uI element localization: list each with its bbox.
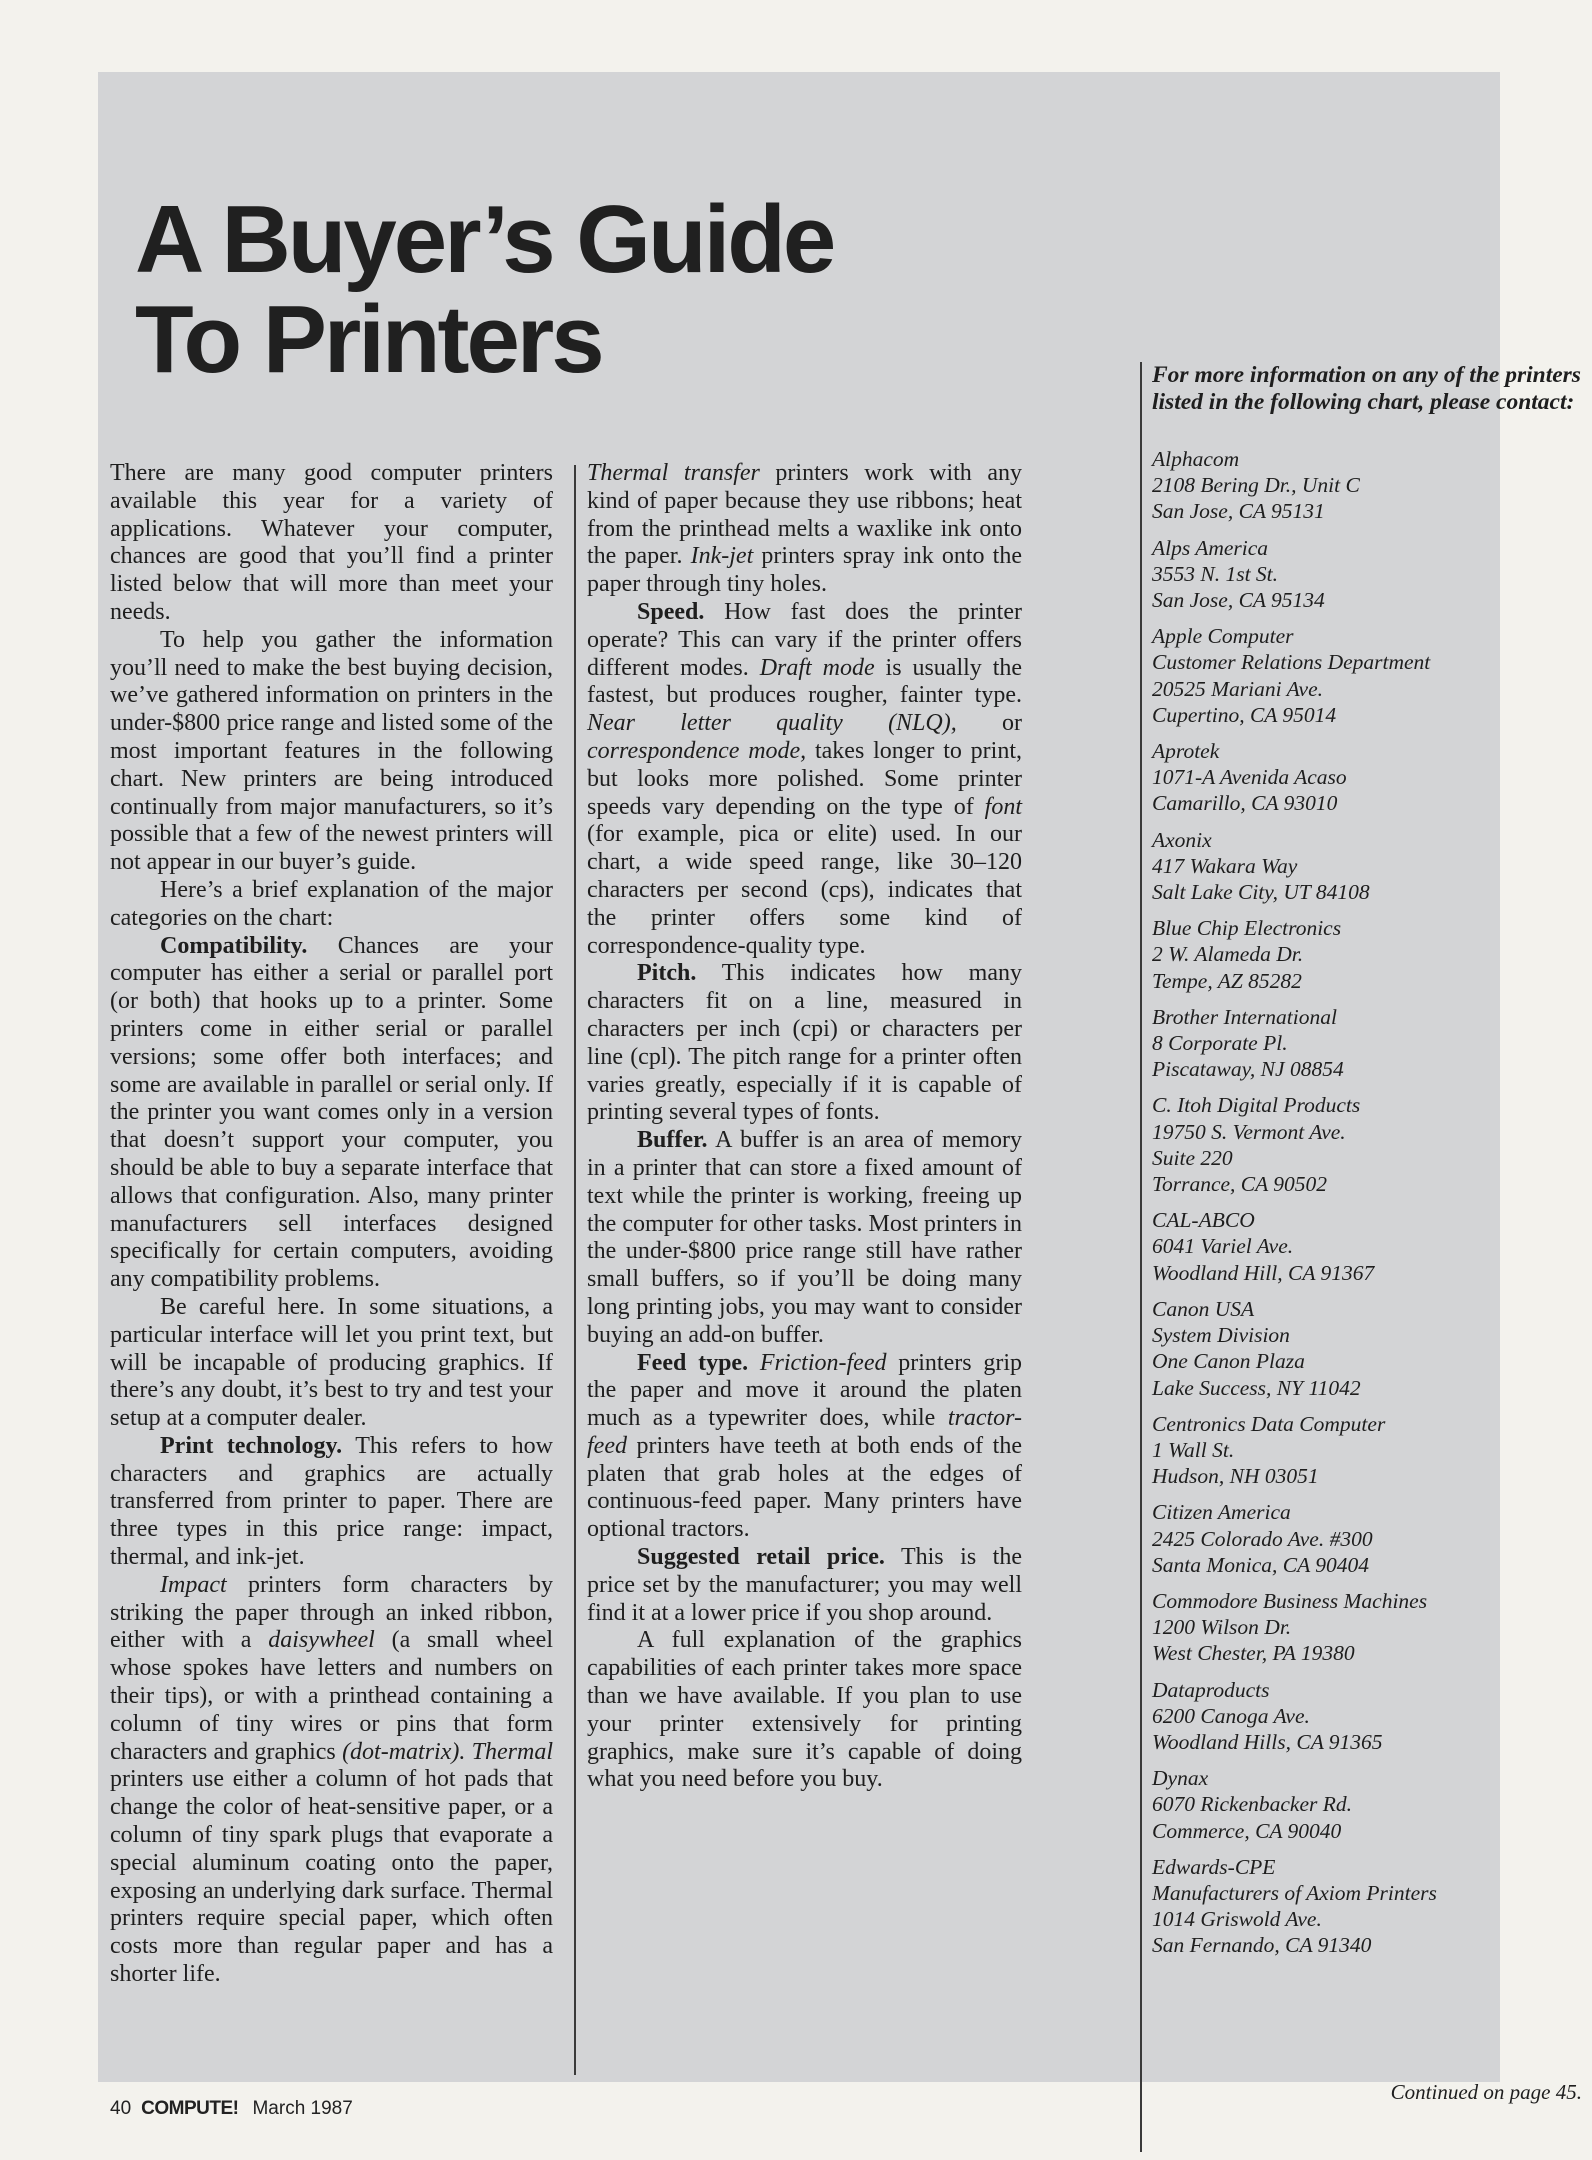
contact-entry	[1152, 446, 1592, 525]
heading-feed-type: Feed type.	[637, 1349, 749, 1376]
contact-entry	[1152, 1765, 1592, 1844]
contact-address-line: 1071-A Avenida Acaso	[1152, 765, 1347, 790]
contact-company: C. Itoh Digital Products	[1152, 1093, 1361, 1118]
contact-company: Axonix	[1152, 827, 1212, 852]
heading-pitch: Pitch.	[637, 960, 697, 987]
contact-address-line: 3553 N. 1st St.	[1152, 561, 1279, 586]
contact-entry	[1152, 1004, 1592, 1083]
contact-company: Canon USA	[1152, 1296, 1255, 1321]
contact-entry	[1152, 623, 1592, 728]
paragraph-brief: Here’s a brief explanation of the major categories on the chart:	[110, 876, 553, 931]
heading-print-technology: Print technology.	[160, 1432, 343, 1459]
column-divider	[574, 465, 576, 2075]
contact-address-line: Customer Relations Department	[1152, 650, 1431, 675]
contact-address-line: 6070 Rickenbacker Rd.	[1152, 1792, 1352, 1817]
contact-company: Apple Computer	[1152, 624, 1294, 649]
title-line-1: A Buyer’s Guide	[135, 186, 834, 293]
heading-price: Suggested retail price.	[637, 1544, 885, 1571]
contact-company: Alps America	[1152, 535, 1269, 560]
contact-company: Aprotek	[1152, 739, 1220, 764]
heading-speed: Speed.	[637, 598, 705, 625]
contact-entry	[1152, 1499, 1592, 1578]
contact-list	[1152, 446, 1592, 1959]
page-footer	[110, 2098, 353, 2120]
contact-entry	[1152, 915, 1592, 994]
contact-address-line: Suite 220	[1152, 1145, 1233, 1170]
contact-address-line: 19750 S. Vermont Ave.	[1152, 1119, 1346, 1144]
contact-address-line: System Division	[1152, 1323, 1290, 1348]
contact-company: Edwards-CPE	[1152, 1854, 1276, 1879]
contact-address-line: West Chester, PA 19380	[1152, 1641, 1355, 1666]
paragraph-speed: Speed. How fast does the printer operate? This can vary if the printer offers different modes. Draft mode is usually the fastest, but produces rougher, fainter type. Near letter quality (NLQ), or correspondence mode, takes longer to print, but looks more polished. Some printer speeds vary depending on the type of font (for example, pica or elite) used. In our chart, a wide speed range, like 30–120 characters per second (cps), indicates that the printer offers some kind of correspondence-quality type.	[587, 598, 1023, 959]
contact-entry	[1152, 1092, 1592, 1197]
contact-address-line: Piscataway, NJ 08854	[1152, 1057, 1344, 1082]
article-column-2	[587, 460, 1022, 1794]
contact-entry	[1152, 1588, 1592, 1667]
page-number: 40	[110, 2098, 132, 2119]
contact-address-line: Torrance, CA 90502	[1152, 1172, 1328, 1197]
paragraph-compatibility: Compatibility. Chances are your computer has either a serial or parallel port (or both) that hooks up to a printer. Some printers come in either serial or parallel versions; some offer both interfaces; and some are available in parallel or serial only. If the printer you want comes only in a version that doesn’t support your computer, you should be able to buy a separate interface that allows that configuration. Also, many printer manufacturers sell interfaces designed specifically for certain computers, avoiding any compatibility problems.	[110, 932, 553, 1293]
contact-address-line: Hudson, NH 03051	[1152, 1464, 1319, 1489]
contact-entry	[1152, 827, 1592, 906]
contact-address-line: San Jose, CA 95131	[1152, 499, 1325, 524]
contact-address-line: 2 W. Alameda Dr.	[1152, 942, 1304, 967]
magazine-name: COMPUTE!	[141, 2098, 239, 2119]
contact-address-line: Cupertino, CA 95014	[1152, 702, 1337, 727]
paragraph-intro: There are many good computer printers available this year for a variety of applications. Whatever your computer, chances are good that you’ll find a printer listed below that will more than meet your needs.	[110, 460, 553, 625]
contact-address-line: Commerce, CA 90040	[1152, 1818, 1342, 1843]
contact-address-line: Manufacturers of Axiom Printers	[1152, 1880, 1437, 1905]
paragraph-impact: Impact printers form characters by striking the paper through an inked ribbon, either with a daisywheel (a small wheel whose spokes have letters and numbers on their tips), or with a printhead containing a column of tiny wires or pins that form characters and graphics (dot-matrix). Thermal printers use either a column of hot pads that change the color of heat-sensitive paper, or a column of tiny spark plugs that evaporate a special aluminum coating onto the paper, exposing an underlying dark surface. Thermal printers require special paper, which often costs more than regular paper and has a shorter life.	[110, 1571, 553, 1988]
contact-address-line: Salt Lake City, UT 84108	[1152, 880, 1370, 905]
contact-address-line: 6041 Variel Ave.	[1152, 1234, 1294, 1259]
contact-company: Brother International	[1152, 1004, 1337, 1029]
contact-entry	[1152, 1411, 1592, 1490]
contact-address-line: Woodland Hill, CA 91367	[1152, 1260, 1375, 1285]
contact-company: CAL-ABCO	[1152, 1208, 1255, 1233]
paragraph-print-technology: Print technology. This refers to how characters and graphics are actually transferred from printer to paper. There are three types in this price range: impact, thermal, and ink-jet.	[110, 1432, 553, 1571]
contact-company: Dynax	[1152, 1766, 1209, 1791]
contact-address-line: Tempe, AZ 85282	[1152, 968, 1302, 993]
contact-company: Blue Chip Electronics	[1152, 916, 1342, 941]
contact-address-line: San Fernando, CA 91340	[1152, 1933, 1372, 1958]
paragraph-feed-type: Feed type. Friction-feed printers grip the paper and move it around the platen much as a typewriter does, while tractor-feed printers have teeth at both ends of the platen that grab holes at the edges of continuous-feed paper. Many printers have optional tractors.	[587, 1349, 1022, 1543]
heading-compatibility: Compatibility.	[160, 932, 308, 959]
contact-entry	[1152, 535, 1592, 614]
contact-address-line: 2425 Colorado Ave. #300	[1152, 1526, 1373, 1551]
contact-address-line: 1014 Griswold Ave.	[1152, 1907, 1322, 1932]
contact-address-line: One Canon Plaza	[1152, 1349, 1305, 1374]
contact-address-line: 8 Corporate Pl.	[1152, 1031, 1288, 1056]
article-title	[135, 186, 834, 393]
contact-address-line: 20525 Mariani Ave.	[1152, 676, 1323, 701]
contact-company: Alphacom	[1152, 447, 1240, 471]
paragraph-gather: To help you gather the information you’ll need to make the best buying decision, we’ve gathered information on printers in the under-$800 price range and listed some of the most important features in the following chart. New printers are being introduced continually from major manufacturers, so it’s possible that a few of the newest printers will not appear in our buyer’s guide.	[110, 626, 553, 876]
heading-buffer: Buffer.	[637, 1127, 708, 1154]
contact-address-line: Lake Success, NY 11042	[1152, 1375, 1361, 1400]
contact-company: Citizen America	[1152, 1500, 1291, 1525]
contact-address-line: 417 Wakara Way	[1152, 853, 1298, 878]
contact-entry	[1152, 1207, 1592, 1286]
contact-company: Commodore Business Machines	[1152, 1588, 1428, 1613]
paragraph-pitch: Pitch. This indicates how many characters fit on a line, measured in characters per inch (cpi) or characters per line (cpl). The pitch range for a printer often varies greatly, especially if it is capable of printing several types of fonts.	[587, 960, 1022, 1126]
sidebar-divider	[1140, 362, 1142, 2152]
contact-entry	[1152, 1296, 1592, 1401]
contact-address-line: Santa Monica, CA 90404	[1152, 1552, 1369, 1577]
contact-address-line: 6200 Canoga Ave.	[1152, 1703, 1310, 1728]
contact-address-line: 2108 Bering Dr., Unit C	[1152, 473, 1360, 498]
contact-address-line: Woodland Hills, CA 91365	[1152, 1729, 1383, 1754]
contact-entry	[1152, 1677, 1592, 1756]
title-line-2: To Printers	[135, 286, 602, 393]
sidebar-intro: For more information on any of the printers listed in the following chart, please contact:	[1152, 362, 1581, 415]
contact-company: Centronics Data Computer	[1152, 1411, 1386, 1436]
contact-address-line: Camarillo, CA 93010	[1152, 791, 1338, 816]
paragraph-thermal: Thermal transfer printers work with any kind of paper because they use ribbons; heat from the printhead melts a waxlike ink onto the paper. Ink-jet printers spray ink onto the paper through tiny holes.	[587, 460, 1023, 598]
contact-entry	[1152, 1854, 1592, 1959]
contact-sidebar	[1152, 362, 1592, 2104]
issue-date: March 1987	[252, 2098, 353, 2119]
continued-note: Continued on page 45.	[1390, 2080, 1582, 2104]
contact-address-line: 1 Wall St.	[1152, 1437, 1235, 1462]
contact-address-line: 1200 Wilson Dr.	[1152, 1615, 1292, 1640]
article-column-1	[110, 460, 553, 1989]
contact-company: Dataproducts	[1152, 1677, 1270, 1702]
paragraph-buffer: Buffer. A buffer is an area of memory in a printer that can store a fixed amount of text while the printer is working, freeing up the computer for other tasks. Most printers in the under-$800 price range still have rather small buffers, so if you’ll be doing many long printing jobs, you may want to consider buying an add-on buffer.	[587, 1127, 1022, 1348]
paragraph-careful: Be careful here. In some situations, a particular interface will let you print text, but will be incapable of producing graphics. If there’s any doubt, it’s best to try and test your setup at a computer dealer.	[110, 1293, 553, 1432]
paragraph-price: Suggested retail price. This is the price set by the manufacturer; you may well find it at a lower price if you shop around.	[587, 1544, 1022, 1626]
contact-address-line: San Jose, CA 95134	[1152, 588, 1325, 613]
contact-entry	[1152, 738, 1592, 817]
paragraph-final: A full explanation of the graphics capabilities of each printer takes more space than we have available. If you plan to use your printer extensively for printing graphics, make sure it’s capable of doing what you need before you buy.	[587, 1627, 1022, 1793]
